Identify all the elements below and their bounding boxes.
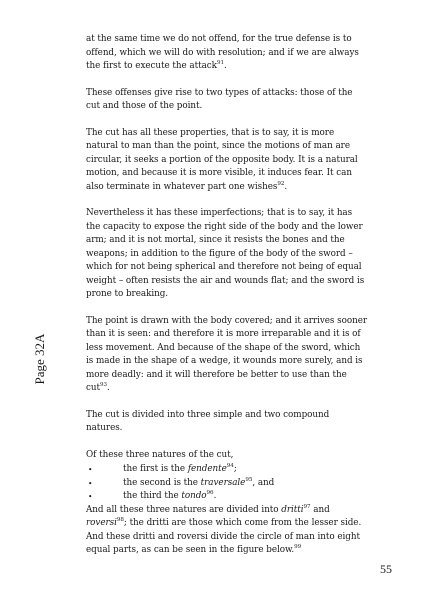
paragraph-3-end: . (284, 181, 288, 192)
term-roversi: roversi (86, 518, 117, 528)
list-item-fendente (86, 463, 368, 477)
footnote-ref-94[interactable]: 94 (226, 463, 234, 469)
footnote-ref-99[interactable]: 99 (294, 544, 302, 550)
paragraph-8-text: And all these three natures are divided into (86, 504, 282, 515)
list-item-text: the second is the (123, 477, 201, 488)
paragraph-8 (86, 504, 368, 558)
footnote-ref-92[interactable]: 92 (277, 180, 285, 187)
list-item-suffix: , and (252, 477, 275, 488)
body-text (86, 33, 368, 558)
list-item-traversale (86, 477, 368, 491)
list-item-tondo (86, 490, 368, 504)
paragraph-1 (86, 33, 368, 74)
paragraph-4: Nevertheless it has these imperfections; that is to say, it has the capacity to expose the right side of the body and the lower arm; and it is not mortal, since it resists the bones and the weapons; in addition to the figure of the body of the sword – which for not being spherical and therefore not being of equal weight – often resists the air and wounds flat; and the sword is prone to breaking. (86, 208, 365, 299)
paragraph-8-text: and (310, 504, 330, 515)
paragraph-3 (86, 127, 368, 195)
term-tondo: tondo (181, 491, 207, 501)
paragraph-1-end: . (223, 61, 227, 71)
paragraph-8-text: ; the dritti are those which come from the lesser side. And these dritti and roversi divide the circle of man into eight equal parts, as can be seen in the figure below. (86, 518, 362, 555)
paragraph-7: Of these three natures of the cut, (86, 449, 234, 460)
footnote-ref-93[interactable]: 93 (99, 382, 108, 388)
bullet-marker: • (88, 465, 93, 474)
bullet-marker: • (88, 492, 93, 501)
paragraph-5-text: The point is drawn with the body covered; and it arrives sooner than it is seen: and therefore it is more irreparable and it is of less movement. And because of the shape of the sword, which is made in the shape of a wedge, it wounds more surely, and is more deadly: and it will therefore be better to use than the cut (86, 315, 368, 393)
term-dritti: dritti (281, 504, 304, 515)
page-number: 55 (380, 562, 392, 576)
paragraph-5-end: . (107, 383, 110, 393)
footnote-ref-98[interactable]: 98 (116, 517, 124, 523)
paragraph-6: The cut is divided into three simple and two compound natures. (86, 409, 330, 433)
paragraph-5 (86, 315, 368, 396)
paragraph-3-text: The cut has all these properties, that is to say, it is more natural to man than the point, since the motions of man are circular, it seeks a portion of the opposite body. It is a natural motion, and because it is more visible, it induces fear. It can also terminate in whatever part one wishes (86, 127, 358, 192)
term-fendente: fendente (187, 464, 227, 474)
term-traversale: traversale (200, 477, 246, 488)
list-item-suffix: ; (233, 464, 237, 474)
footnote-ref-96[interactable]: 96 (206, 490, 214, 496)
natures-list (86, 463, 368, 504)
list-item-text: the third the (123, 491, 182, 501)
list-item-text: the first is the (123, 464, 188, 474)
side-page-label: Page 32A (32, 333, 47, 385)
footnote-ref-91[interactable]: 91 (216, 60, 224, 66)
paragraph-2: These offenses give rise to two types of attacks: those of the cut and those of the point. (86, 87, 353, 111)
footnote-ref-95[interactable]: 95 (245, 476, 253, 483)
paragraph-1-text: at the same time we do not offend, for the true defense is to offend, which we will do with resolution; and if we are always the first to execute the attack (86, 34, 359, 71)
list-item-suffix: . (213, 491, 217, 501)
footnote-ref-97[interactable]: 97 (303, 503, 311, 510)
bullet-marker: • (88, 478, 93, 488)
